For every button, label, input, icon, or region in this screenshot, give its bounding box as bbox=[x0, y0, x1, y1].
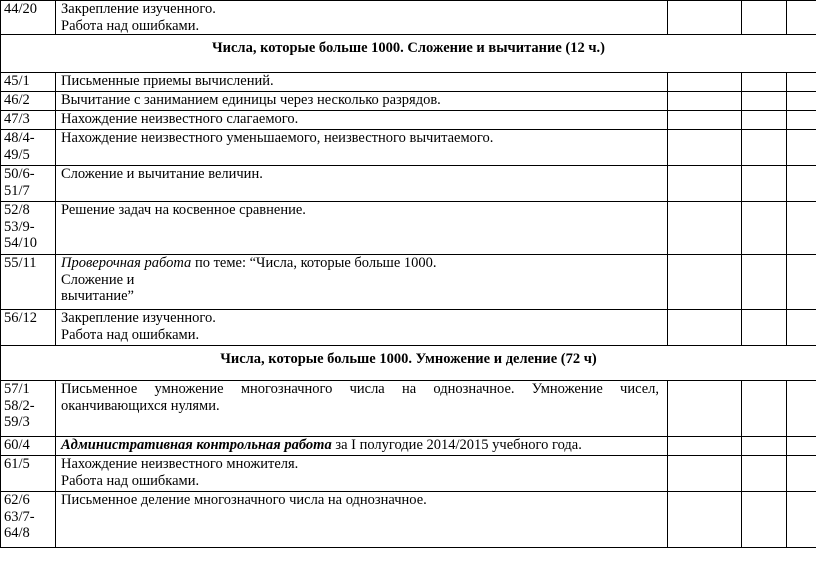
lesson-number: 55/11 bbox=[1, 255, 56, 310]
lesson-topic: Закрепление изученного. Работа над ошибками. bbox=[56, 310, 668, 346]
lesson-topic: Решение задач на косвенное сравнение. bbox=[56, 202, 668, 255]
lesson-number: 46/2 bbox=[1, 92, 56, 111]
table-row bbox=[1, 73, 816, 92]
lesson-topic: Письменное умножение многозначного числа на однозначное. Умножение чисел, оканчивающихся нулями. bbox=[56, 381, 668, 437]
lesson-number: 52/8 53/9- 54/10 bbox=[1, 202, 56, 255]
lesson-number: 57/1 58/2- 59/3 bbox=[1, 381, 56, 437]
lesson-number: 62/6 63/7- 64/8 bbox=[1, 492, 56, 548]
lesson-number: 56/12 bbox=[1, 310, 56, 346]
lesson-topic: Письменные приемы вычислений. bbox=[56, 73, 668, 92]
lesson-topic: Нахождение неизвестного уменьшаемого, неизвестного вычитаемого. bbox=[56, 130, 668, 166]
test-label: Административная контрольная работа bbox=[61, 437, 332, 453]
lesson-topic: Проверочная работа по теме: “Числа, которые больше 1000. Сложение и вычитание” bbox=[56, 255, 668, 310]
lesson-number: 60/4 bbox=[1, 437, 56, 456]
date-cell bbox=[742, 1, 787, 35]
section-title: Числа, которые больше 1000. Умножение и деление (72 ч) bbox=[1, 346, 816, 381]
lesson-topic: Административная контрольная работа за I полугодие 2014/2015 учебного года. bbox=[56, 437, 668, 456]
table-row bbox=[1, 1, 816, 35]
table-row bbox=[1, 166, 816, 202]
lesson-number: 45/1 bbox=[1, 73, 56, 92]
table-row bbox=[1, 202, 816, 255]
table-row bbox=[1, 492, 816, 548]
table-row bbox=[1, 111, 816, 130]
test-label: Проверочная работа bbox=[61, 255, 192, 271]
lesson-topic: Сложение и вычитание величин. bbox=[56, 166, 668, 202]
lesson-topic: Нахождение неизвестного множителя. Работа над ошибками. bbox=[56, 456, 668, 492]
section-header-row bbox=[1, 346, 816, 381]
lesson-topic: Письменное деление многозначного числа на однозначное. bbox=[56, 492, 668, 548]
lesson-number: 47/3 bbox=[1, 111, 56, 130]
table-row bbox=[1, 255, 816, 310]
table-row bbox=[1, 456, 816, 492]
lesson-number: 44/20 bbox=[1, 1, 56, 35]
table-row bbox=[1, 130, 816, 166]
table-row bbox=[1, 92, 816, 111]
section-header-row bbox=[1, 35, 816, 73]
lesson-number: 48/4- 49/5 bbox=[1, 130, 56, 166]
table-row bbox=[1, 381, 816, 437]
note-cell bbox=[787, 1, 816, 35]
section-title: Числа, которые больше 1000. Сложение и вычитание (12 ч.) bbox=[1, 35, 816, 73]
lesson-topic: Нахождение неизвестного слагаемого. bbox=[56, 111, 668, 130]
date-cell bbox=[668, 1, 742, 35]
lesson-number: 61/5 bbox=[1, 456, 56, 492]
lesson-topic: Закрепление изученного. Работа над ошибками. bbox=[56, 1, 668, 35]
table-row bbox=[1, 437, 816, 456]
lesson-topic: Вычитание с заниманием единицы через несколько разрядов. bbox=[56, 92, 668, 111]
table-row bbox=[1, 310, 816, 346]
lesson-number: 50/6- 51/7 bbox=[1, 166, 56, 202]
